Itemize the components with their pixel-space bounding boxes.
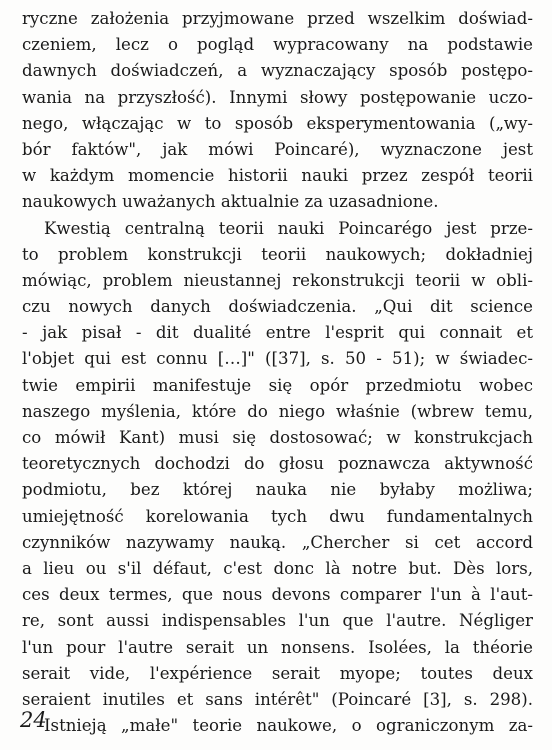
text-line: dawnych doświadczeń, a wyznaczający sposób postępo-: [22, 61, 533, 81]
text-line: l'un pour l'autre serait un nonsens. Isolées, la théorie: [22, 637, 533, 657]
text-line: ces deux termes, que nous devons comparer l'un à l'aut-: [22, 585, 533, 605]
text-line: l'objet qui est connu […]" ([37], s. 50 - 51); w świadec-: [22, 349, 533, 369]
text-line: naszego myślenia, które do niego właśnie (wbrew temu,: [22, 401, 533, 421]
text-line: re, sont aussi indispensables l'un que l'autre. Négliger: [22, 611, 533, 631]
text-line: mówiąc, problem nieustannej rekonstrukcji teorii w obli-: [22, 270, 533, 290]
text-line: ryczne założenia przyjmowane przed wszelkim doświad-: [22, 9, 533, 28]
text-line: czynników nazywamy nauką. „Chercher si cet accord: [22, 532, 533, 552]
text-line: teoretycznych dochodzi do głosu poznawcza aktywność: [22, 454, 533, 474]
page-number: 24: [20, 708, 47, 732]
text-line: czu nowych danych doświadczenia. „Qui dit science: [22, 297, 533, 317]
text-line: twie empirii manifestuje się opór przedmiotu wobec: [22, 375, 533, 395]
text-line: Istnieją „małe" teorie naukowe, o ograniczonym za-: [44, 716, 533, 736]
text-line: wania na przyszłość). Innymi słowy postępowanie uczo-: [22, 87, 533, 107]
text-line: bór faktów", jak mówi Poincaré), wyznaczone jest: [22, 139, 533, 159]
body-text: [22, 6, 533, 739]
paragraph-3: [22, 713, 533, 739]
text-line: seraient inutiles et sans intérêt" (Poincaré [3], s. 298).: [22, 689, 533, 709]
text-line: w każdym momencie historii nauki przez zespół teorii: [22, 166, 533, 186]
paragraph-1: [22, 6, 533, 216]
text-line: co mówił Kant) musi się dostosować; w konstrukcjach: [22, 428, 533, 447]
text-line: nego, włączając w to sposób eksperymentowania („wy-: [22, 113, 533, 133]
text-line: czeniem, lecz o pogląd wypracowany na podstawie: [22, 35, 533, 55]
text-line: serait vide, l'expérience serait myope; toutes deux: [22, 663, 533, 683]
text-line: umiejętność korelowania tych dwu fundamentalnych: [22, 506, 533, 526]
text-line: to problem konstrukcji teorii naukowych; dokładniej: [22, 244, 533, 264]
text-line: naukowych uważanych aktualnie za uzasadnione.: [22, 192, 439, 212]
text-line: a lieu ou s'il défaut, c'est donc là notre but. Dès lors,: [22, 558, 533, 578]
paragraph-2: [22, 216, 533, 714]
text-line: - jak pisał - dit dualité entre l'esprit qui connait et: [22, 323, 533, 343]
text-line: Kwestią centralną teorii nauki Poincarégo jest prze-: [44, 218, 533, 238]
text-line: podmiotu, bez której nauka nie byłaby możliwa;: [22, 480, 533, 500]
